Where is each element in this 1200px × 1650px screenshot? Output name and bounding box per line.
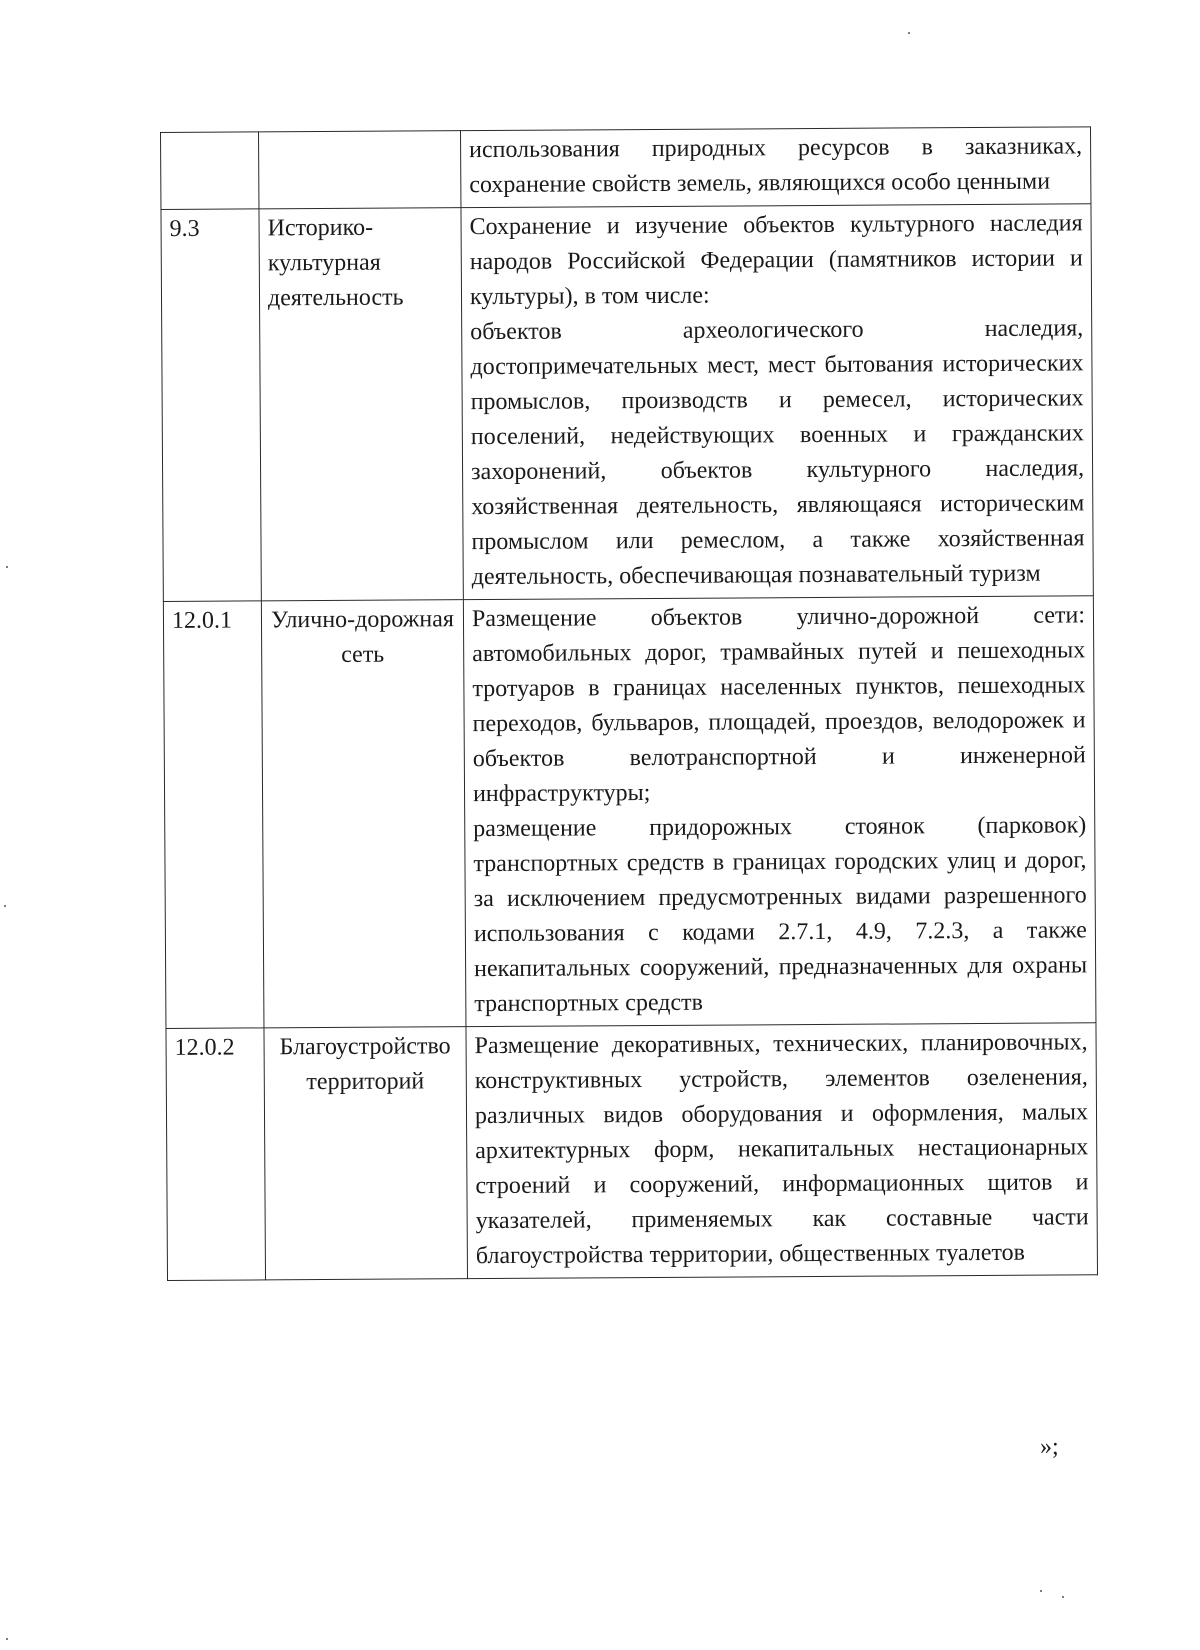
- row-code: 9.3: [161, 209, 261, 602]
- scan-speck: [6, 1638, 8, 1640]
- row-name: Благоустройство территорий: [264, 1027, 468, 1280]
- table-row: [161, 204, 1093, 602]
- description-paragraph: объектов археологического наследия, достопримечательных мест, мест бытования исторических промыслов, производств и ремесел, исторических поселений, недействующих военных и гражданских захоронений, объектов культурного наследия, хозяйственная деятельность, являющаяся историческим промыслом или ремеслом, а также хозяйственная деятельность, обеспечивающая познавательный туризм: [470, 315, 1085, 591]
- scan-speck: [6, 566, 8, 568]
- scan-speck: [1040, 1590, 1042, 1592]
- land-use-table: [160, 126, 1098, 1281]
- closing-quote-mark: »;: [1040, 1434, 1059, 1460]
- table-row: [166, 1023, 1098, 1281]
- scan-speck: [1062, 1596, 1064, 1598]
- row-name: [259, 131, 461, 209]
- table-row: [161, 127, 1091, 210]
- row-code: [161, 132, 259, 210]
- description-paragraph: Размещение декоративных, технических, планировочных, конструктивных устройств, элементов озеленения, различных видов оборудования и оформления, малых архитектурных форм, некапитальных нестационарных строений и сооружений, информационных щитов и указателей, применяемых как составные части благоустройства территории, общественных туалетов: [474, 1029, 1089, 1270]
- row-code: 12.0.2: [166, 1028, 266, 1281]
- scan-speck: [908, 32, 910, 34]
- scan-speck: [4, 905, 6, 907]
- description-paragraph: Размещение объектов улично-дорожной сети: автомобильных дорог, трамвайных путей и пешеходных тротуаров в границах населенных пунктов, пешеходных переходов, бульваров, площадей, проездов, велодорожек и объектов велотранспортной и инженерной инфраструктуры;: [471, 602, 1086, 808]
- row-description: [460, 127, 1090, 208]
- row-name: Улично-дорожная сеть: [261, 600, 466, 1028]
- description-paragraph: использования природных ресурсов в заказниках, сохранение свойств земель, являющихся особо ценными: [469, 133, 1083, 199]
- row-description: [461, 204, 1093, 600]
- table-row: [163, 596, 1096, 1029]
- row-description: [466, 1023, 1098, 1279]
- row-description: [463, 596, 1096, 1027]
- row-code: 12.0.1: [163, 601, 264, 1029]
- description-paragraph: размещение придорожных стоянок (парковок) транспортных средств в границах городских улиц и дорог, за исключением предусмотренных видами разрешенного использования с кодами 2.7.1, 4.9, 7.2.3, а также некапитальных сооружений, предназначенных для охраны транспортных средств: [473, 812, 1088, 1018]
- row-name: Историко-культурная деятельность: [259, 208, 463, 601]
- description-paragraph: Сохранение и изучение объектов культурного наследия народов Российской Федерации (памятников истории и культуры), в том числе:: [469, 210, 1083, 311]
